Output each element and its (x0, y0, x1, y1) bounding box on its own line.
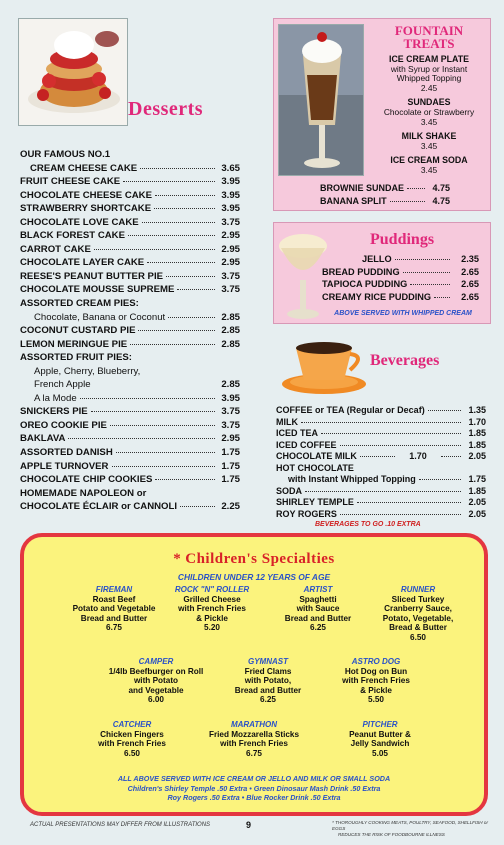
dessert-row (20, 419, 240, 433)
dessert-price: 2.95 (221, 257, 240, 269)
beverage-row (276, 428, 486, 440)
sundae-photo (278, 24, 364, 176)
beverage-price: 1.85 (468, 485, 486, 496)
beverage-price: 1.85 (468, 439, 486, 450)
dessert-price: 3.95 (221, 176, 240, 188)
dessert-name: CHOCOLATE LOVE CAKE (20, 216, 139, 228)
dessert-name: CHOCOLATE ÉCLAIR or CANNOLI (20, 501, 178, 513)
dessert-row (20, 229, 240, 243)
pudding-price: 2.35 (461, 254, 479, 264)
dessert-name: ASSORTED DANISH (20, 447, 113, 459)
dessert-price: 3.75 (221, 284, 240, 296)
dessert-name: CHOCOLATE LAYER CAKE (20, 257, 145, 269)
dessert-row (20, 270, 240, 284)
shortcake-photo (18, 18, 128, 126)
beverage-row (276, 486, 486, 498)
coffee-cup-photo (280, 334, 368, 396)
childrens-foot3: Roy Rogers .50 Extra • Blue Rocker Drink .50 Extra (167, 793, 341, 803)
kids-meal-line: Spaghetti (299, 594, 337, 604)
beverage-price-small: 1.70 (409, 451, 427, 462)
beverage-row (276, 497, 486, 509)
footer-advisory-line1: THOROUGHLY COOKING MEATS, POULTRY, SEAFOOD, SHELLFISH or EGGS (332, 820, 488, 831)
dessert-name: APPLE TURNOVER (20, 460, 109, 472)
brownie-name: BROWNIE SUNDAE (320, 183, 405, 193)
dessert-name: LEMON MERINGUE PIE (20, 338, 128, 350)
kids-meal-line: Bread and Butter (234, 685, 302, 695)
dessert-row (20, 189, 240, 203)
kids-meal-line: 6.00 (148, 695, 164, 705)
dessert-row (20, 392, 240, 406)
pudding-name: BREAD PUDDING (322, 266, 400, 277)
kids-meal-line: & Pickle (360, 685, 392, 695)
kids-meal-line: Fried Clams (244, 666, 292, 676)
desserts-list (20, 148, 240, 514)
kids-meal-line: with French Fries (98, 739, 166, 749)
childrens-foot2: Children's Shirley Temple .50 Extra • Green Dinosaur Mash Drink .50 Extra (127, 783, 381, 793)
dessert-name: CHOCOLATE MOUSSE SUPREME (20, 284, 175, 296)
beverage-name: MILK (276, 416, 298, 427)
pudding-name: TAPIOCA PUDDING (322, 279, 408, 290)
kids-meal-line: and Vegetable (128, 685, 184, 695)
pudding-row (322, 266, 479, 279)
pudding-row (322, 278, 479, 291)
dessert-row (20, 243, 240, 257)
kids-meal-line: with Sauce (296, 604, 340, 614)
childrens-subtitle: CHILDREN UNDER 12 YEARS OF AGE (177, 572, 331, 582)
kids-meal-line: with Potato (133, 676, 179, 686)
dessert-price: 1.75 (221, 447, 240, 459)
beverage-row (276, 463, 486, 475)
beverages-title: Beverages (370, 352, 440, 369)
dessert-price: 3.95 (221, 189, 240, 201)
dessert-name: ASSORTED FRUIT PIES: (20, 352, 132, 364)
kids-meal-line: Bread and Butter (80, 613, 148, 623)
dessert-row (20, 378, 240, 392)
kids-meal (194, 720, 314, 758)
puddings-list (322, 253, 479, 303)
sundaes-name: SUNDAES (407, 97, 451, 108)
footer-disclaimer: ACTUAL PRESENTATIONS MAY DIFFER FROM ILLUSTRATIONS (30, 822, 211, 828)
dessert-price: 2.85 (221, 325, 240, 337)
beverage-price: 2.05 (468, 497, 486, 508)
split-name: BANANA SPLIT (320, 195, 387, 206)
kids-meal-line: 5.05 (372, 748, 388, 758)
kids-meal-name: ARTIST (303, 585, 333, 594)
kids-meal-line: Chicken Fingers (100, 729, 164, 739)
kids-meal-name: GYMNAST (248, 657, 288, 666)
kids-meal-name: RUNNER (400, 585, 436, 594)
sundaes-desc: Chocolate or Strawberry (383, 106, 475, 117)
beverage-name: ICED TEA (276, 428, 319, 439)
kids-meal-line: Potato, Vegetable, (382, 613, 454, 623)
shake-price: 3.45 (420, 140, 438, 151)
kids-meal-line: 6.75 (246, 748, 262, 758)
dessert-name: CREAM CHEESE CAKE (30, 162, 138, 174)
kids-meal-line: 6.25 (260, 695, 276, 705)
dessert-name: Apple, Cherry, Blueberry, (34, 365, 141, 377)
beverage-price: 1.85 (468, 428, 486, 439)
dessert-name: REESE'S PEANUT BUTTER PIE (20, 270, 164, 282)
dessert-name: French Apple (34, 379, 91, 391)
beverage-name: HOT CHOCOLATE (276, 462, 354, 473)
dessert-row (20, 338, 240, 352)
dessert-name: STRAWBERRY SHORTCAKE (20, 203, 152, 215)
plate-price: 2.45 (420, 82, 438, 93)
kids-meal-line: with Potato, (244, 676, 292, 686)
pudding-price: 2.65 (461, 291, 479, 302)
pudding-row (322, 291, 479, 304)
dessert-row (20, 202, 240, 216)
childrens-specialties-panel (20, 533, 488, 816)
dessert-name: OREO COOKIE PIE (20, 419, 107, 431)
kids-meal (208, 657, 328, 705)
beverage-row (276, 440, 486, 452)
kids-meal (96, 657, 216, 705)
beverages-list (276, 405, 486, 520)
dessert-row (20, 311, 240, 325)
kids-meal-line: 6.75 (106, 623, 122, 633)
dessert-row (20, 405, 240, 419)
fountain-extras (320, 182, 450, 207)
kids-meal-line: Bread and Butter (284, 613, 352, 623)
dessert-row (20, 351, 240, 365)
brownie-price: 4.75 (432, 183, 450, 193)
dessert-price: 2.95 (221, 433, 240, 445)
puddings-title: Puddings (370, 231, 435, 248)
dessert-price: 3.75 (221, 270, 240, 282)
kids-meal (358, 585, 478, 643)
dessert-row (20, 500, 240, 514)
beverage-name: COFFEE or TEA (Regular or Decaf) (276, 405, 425, 415)
pudding-name: CREAMY RICE PUDDING (322, 291, 432, 302)
dessert-name: OUR FAMOUS NO.1 (20, 149, 111, 160)
dessert-row (20, 175, 240, 189)
dessert-price: 1.75 (221, 460, 240, 472)
fountain-title-line1: FOUNTAIN (394, 23, 464, 38)
childrens-footnotes (24, 774, 484, 803)
childrens-title-text: Children's Specialties (185, 551, 335, 567)
dessert-price: 3.75 (221, 419, 240, 431)
kids-meal-line: 6.50 (124, 748, 140, 758)
dessert-name: CHOCOLATE CHIP COOKIES (20, 474, 153, 486)
kids-meal-line: 6.25 (310, 623, 326, 633)
beverage-price: 1.35 (468, 405, 486, 415)
desserts-title: Desserts (128, 98, 204, 120)
soda-name: ICE CREAM SODA (390, 155, 468, 166)
kids-meal-name: FIREMAN (95, 585, 133, 594)
dessert-price: 3.75 (221, 406, 240, 418)
dessert-name: BAKLAVA (20, 433, 66, 445)
dessert-price: 3.65 (221, 162, 240, 174)
dessert-row (20, 162, 240, 176)
brownie-row (320, 182, 450, 195)
kids-meal-line: with French Fries (342, 676, 410, 686)
dessert-name: SNICKERS PIE (20, 406, 88, 418)
dessert-price: 1.75 (221, 474, 240, 486)
shake-name: MILK SHAKE (401, 131, 457, 142)
beverage-name: ICED COFFEE (276, 439, 337, 450)
kids-meal-line: with French Fries (178, 604, 246, 614)
kids-meal-line: Grilled Cheese (183, 594, 241, 604)
fountain-list (368, 55, 490, 176)
pudding-name: JELLO (362, 254, 392, 264)
dessert-name: HOMEMADE NAPOLEON or (20, 487, 147, 499)
kids-meal-line: Potato and Vegetable (72, 604, 156, 614)
beverage-row (276, 509, 486, 521)
dessert-price: 2.25 (221, 501, 240, 513)
beverage-name: with Instant Whipped Topping (288, 474, 416, 485)
kids-meal-line: Jelly Sandwich (350, 739, 410, 749)
childrens-foot1: ALL ABOVE SERVED WITH ICE CREAM OR JELLO AND MILK OR SMALL SODA (117, 774, 391, 783)
footer-advisory (332, 820, 492, 838)
footer-advisory-line2: REDUCES THE RISK OF FOODBOURNE ILLNESS (338, 832, 445, 837)
childrens-title (24, 551, 484, 568)
kids-meal-name: ROCK "N" ROLLER (174, 585, 250, 594)
kids-meal (72, 720, 192, 758)
beverage-row (276, 405, 486, 417)
kids-meal-line: with French Fries (220, 739, 288, 749)
kids-meal-line: 5.50 (368, 695, 384, 705)
kids-meal-name: MARATHON (230, 720, 278, 729)
beverage-price: 2.05 (468, 508, 486, 519)
dessert-price: 2.95 (221, 243, 240, 255)
footer-star: * (332, 820, 334, 825)
dessert-row (20, 256, 240, 270)
dessert-price: 3.95 (221, 203, 240, 215)
beverage-price: 1.70 (468, 416, 486, 427)
plate-name: ICE CREAM PLATE (389, 54, 469, 64)
beverage-row (276, 417, 486, 429)
dessert-row (20, 487, 240, 501)
kids-meal (316, 657, 436, 705)
beverage-price: 2.05 (468, 451, 486, 462)
kids-meal-line: Fried Mozzarella Sticks (208, 729, 300, 739)
dessert-row (20, 460, 240, 474)
dessert-row (20, 324, 240, 338)
kids-meal-name: CATCHER (112, 720, 152, 729)
puddings-note: ABOVE SERVED WITH WHIPPED CREAM (334, 310, 472, 317)
beverage-row (276, 451, 486, 463)
dessert-row (20, 432, 240, 446)
dessert-name: ASSORTED CREAM PIES: (20, 298, 139, 310)
beverage-name: SHIRLEY TEMPLE (276, 497, 354, 508)
dessert-row (20, 216, 240, 230)
dessert-row (20, 473, 240, 487)
kids-meal-line: Roast Beef (92, 594, 136, 604)
sundaes-price: 3.45 (420, 116, 438, 127)
dessert-name: CHOCOLATE CHEESE CAKE (20, 189, 153, 201)
fountain-title-line2: TREATS (403, 36, 455, 51)
kids-meal-name: ASTRO DOG (351, 657, 401, 666)
split-price: 4.75 (432, 195, 450, 206)
star-mark: * (173, 551, 182, 567)
dessert-name: Chocolate, Banana or Coconut (34, 311, 166, 323)
kids-meal-name: PITCHER (362, 720, 398, 729)
fountain-title (370, 24, 488, 50)
dessert-price: 2.85 (221, 379, 240, 391)
dessert-row (20, 148, 240, 162)
kids-meal-name: CAMPER (138, 657, 174, 666)
dessert-name: FRUIT CHEESE CAKE (20, 176, 121, 188)
kids-meal-line: Hot Dog on Bun (344, 666, 408, 676)
beverage-name: ROY ROGERS (276, 508, 337, 519)
dessert-name: A la Mode (34, 392, 77, 404)
pudding-row (322, 253, 479, 266)
split-row (320, 195, 450, 208)
kids-meal-line: Peanut Butter & (349, 729, 411, 739)
beverage-name: CHOCOLATE MILK (276, 451, 357, 462)
kids-meal-line: 6.50 (410, 632, 426, 642)
dessert-row (20, 446, 240, 460)
dessert-price: 2.95 (221, 230, 240, 242)
kids-meal-line: Sliced Turkey (391, 594, 445, 604)
dessert-price: 2.85 (221, 338, 240, 350)
soda-price: 3.45 (420, 164, 438, 175)
plate-desc2: Whipped Topping (396, 73, 462, 84)
kids-meal (152, 585, 272, 633)
beverage-row (276, 474, 486, 486)
pudding-price: 2.65 (461, 266, 479, 277)
kids-meal-line: 5.20 (204, 623, 220, 633)
dessert-row (20, 297, 240, 311)
dessert-row (20, 283, 240, 297)
pudding-price: 2.65 (461, 279, 479, 290)
dessert-price: 3.95 (221, 392, 240, 404)
kids-meal-line: Cranberry Sauce, (384, 604, 452, 614)
beverage-name: SODA (276, 485, 303, 496)
dessert-row (20, 365, 240, 379)
beverage-price: 1.75 (468, 474, 486, 485)
kids-meal (320, 720, 440, 758)
kids-meal-line: Bread & Butter (389, 623, 447, 633)
dessert-name: COCONUT CUSTARD PIE (20, 325, 136, 337)
kids-meal-line: & Pickle (196, 613, 228, 623)
dessert-price: 3.75 (221, 216, 240, 228)
dessert-name: BLACK FOREST CAKE (20, 230, 125, 242)
dessert-name: CARROT CAKE (20, 243, 91, 255)
beverages-note: BEVERAGES TO GO .10 EXTRA (315, 521, 421, 528)
kids-meal-line: 1/4lb Beefburger on Roll (108, 666, 204, 676)
plate-desc1: with Syrup or Instant (390, 63, 468, 74)
page-number: 9 (246, 820, 252, 830)
dessert-price: 2.85 (221, 311, 240, 323)
